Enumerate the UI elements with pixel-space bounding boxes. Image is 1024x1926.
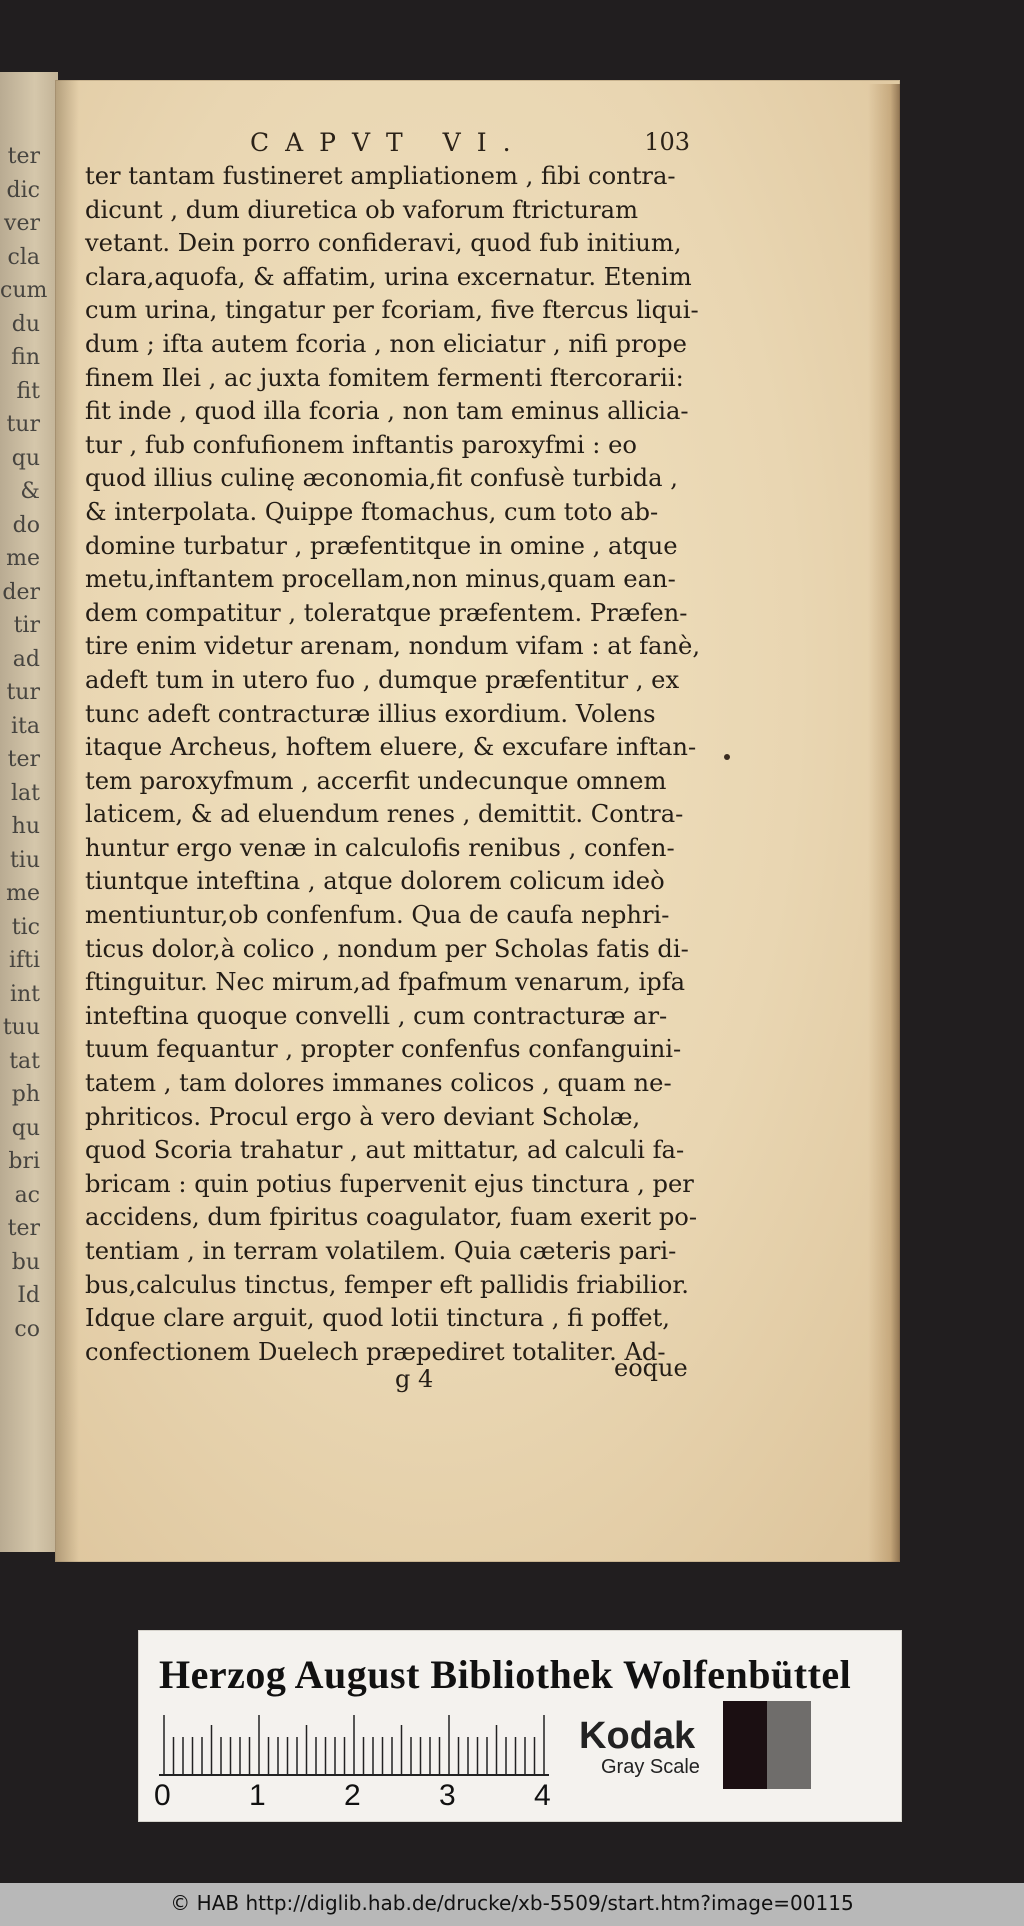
gray-swatch <box>811 1701 833 1789</box>
facing-page-fragment: tur <box>6 412 40 437</box>
text-line-content: clara,aquofa, & affatim, urina excernatur. Etenim <box>85 262 692 291</box>
facing-page-fragment: ter <box>7 747 40 772</box>
facing-page-fragment: bu <box>11 1249 40 1275</box>
facing-page-fragment: tiu <box>9 847 40 873</box>
text-line-content: finem Ilei , ac juxta fomitem fermenti ftercorarii: <box>85 363 684 392</box>
text-line <box>85 395 697 429</box>
chapter-heading: CAPVT VI. <box>250 128 527 157</box>
text-line-content: quod illius culinę æconomia,fit confusè turbida , <box>85 464 678 493</box>
text-line <box>85 899 697 933</box>
library-name: Herzog August Bibliothek Wolfenbüttel <box>159 1652 852 1697</box>
text-line <box>85 865 697 899</box>
text-line-content: huntur ergo venæ in calculofis renibus , confen- <box>85 833 675 862</box>
facing-page-fragment: hu <box>11 814 40 839</box>
text-line <box>85 1302 697 1336</box>
text-line-content: mentiuntur,ob confenfum. Qua de caufa nephri- <box>85 901 670 930</box>
facing-page-fragment: int <box>9 981 40 1007</box>
text-line-content: laticem, & ad eluendum renes , demittit. Contra- <box>85 800 684 829</box>
text-line <box>85 328 697 362</box>
measurement-ruler <box>159 1715 549 1775</box>
text-line <box>85 1269 697 1303</box>
text-line <box>85 1336 697 1370</box>
text-line <box>85 194 697 228</box>
ruler-number: 4 <box>534 1779 551 1812</box>
body-text <box>85 160 701 1369</box>
text-line <box>85 1101 697 1135</box>
facing-page-fragment: & <box>20 479 40 504</box>
text-line <box>85 765 697 799</box>
facing-page-fragment: cum <box>0 278 48 303</box>
text-line-content: confectionem Duelech præpediret totaliter. Ad- <box>85 1337 666 1366</box>
text-line-content: adeft tum in utero fuo , dumque præfentitur , ex <box>85 665 680 694</box>
facing-page-fragment: tur <box>6 680 40 705</box>
facing-page-fragment: ifti <box>8 948 40 973</box>
facing-page-fragment: me <box>6 546 40 571</box>
catchword: eoque <box>614 1354 688 1382</box>
text-line <box>85 227 697 261</box>
facing-page-fragment: tir <box>13 613 40 638</box>
facing-page-fragment: du <box>11 311 40 337</box>
text-line-content: inteftina quoque convelli , cum contracturæ ar- <box>85 1001 668 1030</box>
text-line <box>85 1067 697 1101</box>
text-line-content: ticus dolor,à colico , nondum per Scholas fatis di- <box>85 934 689 963</box>
text-line <box>85 563 697 597</box>
text-line <box>85 362 697 396</box>
facing-page-fragment: bri <box>8 1149 40 1174</box>
facing-page-fragment: qu <box>11 445 40 471</box>
gray-scale-label: Gray Scale <box>601 1756 700 1778</box>
signature-mark: g 4 <box>395 1365 434 1393</box>
text-line-content: tur , fub confufionem inftantis paroxyfmi : eo <box>85 430 637 459</box>
text-line <box>85 261 697 295</box>
gray-swatches <box>723 1701 833 1789</box>
facing-page-text <box>0 140 48 1346</box>
text-line-content: dem compatitur , toleratque præfentem. Præfen- <box>85 598 688 627</box>
text-line-content: fit inde , quod illa fcoria , non tam eminus allicia- <box>85 397 689 426</box>
text-line-content: Idque clare arguit, quod lotii tinctura , fi poffet, <box>85 1304 670 1333</box>
text-line <box>85 530 697 564</box>
facing-page-fragment: co <box>14 1316 40 1342</box>
facing-page-fragment: tat <box>9 1048 40 1074</box>
facing-page-fragment: ph <box>11 1082 40 1107</box>
facing-page-fragment: Id <box>17 1283 40 1308</box>
text-line-content: dicunt , dum diuretica ob vaforum ftricturam <box>85 195 639 224</box>
text-line <box>85 496 697 530</box>
text-line-content: itaque Archeus, hoftem eluere, & excufare inftan- <box>85 733 697 762</box>
text-line <box>85 664 697 698</box>
gray-swatch <box>767 1701 811 1789</box>
page-number: 103 <box>644 128 690 156</box>
text-line <box>85 933 697 967</box>
text-line <box>85 160 697 194</box>
text-line-content: dum ; ifta autem fcoria , non eliciatur , nifi prope <box>85 329 687 358</box>
facing-page-fragment: cla <box>7 244 40 270</box>
text-line <box>85 698 697 732</box>
text-line <box>85 462 697 496</box>
facing-page-fragment: dic <box>6 177 40 203</box>
facing-page-fragment: fit <box>16 378 40 404</box>
footer-bar <box>0 1883 1024 1926</box>
text-line-content: tunc adeft contracturæ illius exordium. Volens <box>85 699 656 728</box>
text-line-content: ftinguitur. Nec mirum,ad fpafmum venarum, ipfa <box>85 968 686 997</box>
facing-page-fragment: ter <box>7 1216 40 1241</box>
text-line <box>85 597 697 631</box>
ruler-numbers <box>149 1779 589 1815</box>
text-line-content: & interpolata. Quippe ftomachus, cum toto ab- <box>85 497 659 526</box>
text-line-content: domine turbatur , præfentitque in omine , atque <box>85 531 678 560</box>
text-line-content: cum urina, tingatur per fcoriam, five ftercus liqui- <box>85 296 699 325</box>
kodak-logo: Kodak <box>579 1715 696 1757</box>
ruler-number: 1 <box>249 1779 266 1812</box>
text-line-content: bricam : quin potius fupervenit ejus tinctura , per <box>85 1169 694 1198</box>
text-line <box>85 1235 697 1269</box>
text-line-content: tentiam , in terram volatilem. Quia cæteris pari- <box>85 1237 677 1265</box>
text-line-content: vetant. Dein porro confideravi, quod fub initium, <box>85 229 682 258</box>
ruler-number: 0 <box>154 1779 171 1812</box>
facing-page-fragment: fin <box>11 345 40 370</box>
text-line <box>85 429 697 463</box>
color-scale-card <box>138 1630 902 1822</box>
text-line-content: tuum fequantur , propter confenfus confanguini- <box>85 1035 682 1064</box>
ruler-number: 3 <box>439 1779 456 1812</box>
text-line <box>85 1000 697 1034</box>
facing-page-fragment: me <box>6 881 40 906</box>
text-line <box>85 832 697 866</box>
text-line-content: tatem , tam dolores immanes colicos , quam ne- <box>85 1069 672 1098</box>
text-line-content: quod Scoria trahatur , aut mittatur, ad calculi fa- <box>85 1136 685 1165</box>
ruler-number: 2 <box>344 1779 361 1812</box>
text-line-content: metu,inftantem procellam,non minus,quam ean- <box>85 565 676 594</box>
facing-page-fragment: ac <box>14 1182 40 1208</box>
text-line <box>85 966 697 1000</box>
text-line-content: ter tantam fustineret ampliationem , fibi contra- <box>85 162 676 190</box>
text-line <box>85 1168 697 1202</box>
text-line <box>85 1134 697 1168</box>
facing-page-fragment: ita <box>11 713 40 739</box>
facing-page-fragment: lat <box>11 780 40 806</box>
facing-page-fragment: ter <box>7 144 40 169</box>
facing-page-fragment: ad <box>12 646 40 672</box>
text-line-content: tiuntque inteftina , atque dolorem colicum ideò <box>85 867 665 896</box>
gray-swatch <box>723 1701 767 1789</box>
page-edge-shadow <box>868 84 900 1562</box>
page-gutter-shadow <box>55 80 79 1562</box>
text-line-content: tem paroxyfmum , accerfit undecunque omnem <box>85 766 667 795</box>
text-line <box>85 630 701 664</box>
text-line-content: tire enim videtur arenam, nondum vifam : at fanè, <box>85 632 701 661</box>
text-line <box>85 1201 697 1235</box>
text-line <box>85 731 697 765</box>
facing-page-fragment: qu <box>11 1115 40 1141</box>
text-line <box>85 294 697 328</box>
text-line <box>85 798 697 832</box>
facing-page-fragment: ver <box>4 211 40 236</box>
text-line-content: bus,calculus tinctus, femper eft pallidis friabilior. <box>85 1270 689 1299</box>
facing-page-fragment: der <box>2 579 40 605</box>
text-line-content: accidens, dum fpiritus coagulator, fuam exerit po- <box>85 1203 698 1232</box>
facing-page-fragment: tuu <box>2 1015 40 1040</box>
registration-mark <box>722 752 732 762</box>
text-line-content: phriticos. Procul ergo à vero deviant Scholæ, <box>85 1102 641 1131</box>
text-line <box>85 1033 697 1067</box>
facing-page-fragment: do <box>12 512 40 538</box>
copyright-url: © HAB http://diglib.hab.de/drucke/xb-5509/start.htm?image=00115 <box>170 1891 854 1915</box>
facing-page-fragment: tic <box>11 914 40 940</box>
